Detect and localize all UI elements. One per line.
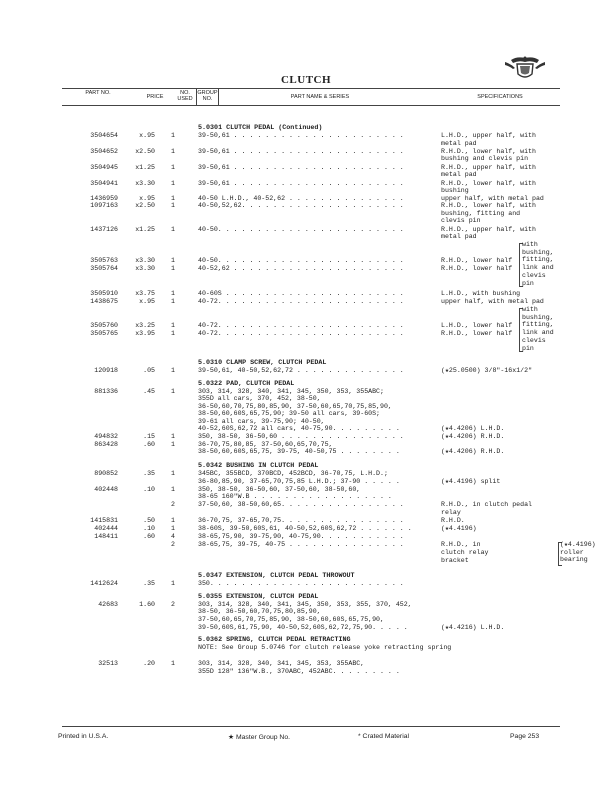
series-text: 38-50,60,60S,65,75, 39-75, 40-50,75 . . . . . . . . bbox=[198, 448, 400, 455]
series-text: 350, 38-50, 36-50,60 . . . . . . . . . . . . . . . . bbox=[198, 433, 404, 440]
price: .35 bbox=[143, 470, 155, 477]
specification: clevis pin bbox=[441, 217, 481, 224]
specification: L.H.D., lower half bbox=[441, 322, 513, 329]
specification: R.H.D., lower half, with bbox=[441, 202, 536, 209]
series-text: 39-50,61, 40-50,52,62,72 . . . . . . . . . . . . . . bbox=[198, 367, 404, 374]
series-text: 350. . . . . . . . . . . . . . . . . . . . . . . . . bbox=[198, 580, 404, 587]
part-number: 3505765 bbox=[90, 330, 118, 337]
price: .50 bbox=[143, 517, 155, 524]
quantity-used: 1 bbox=[171, 580, 175, 587]
quantity-used: 1 bbox=[171, 148, 175, 155]
section-heading: 5.0362 SPRING, CLUTCH PEDAL RETRACTING bbox=[198, 636, 351, 644]
footer-printed: Printed in U.S.A. bbox=[58, 733, 109, 740]
part-number: 402444 bbox=[94, 525, 118, 532]
specification: R.H.D. bbox=[441, 517, 465, 524]
series-text: 36-50,60,70,75,80,85,90, 37-50,60,65,70,75,85,90, bbox=[198, 403, 392, 410]
part-number: 3505910 bbox=[90, 290, 118, 297]
quantity-used: 1 bbox=[171, 517, 175, 524]
series-text: 40-50,52,62. . . . . . . . . . . . . . . . . . . . . bbox=[198, 202, 404, 209]
series-text: 39-61 all cars, 39-75,90; 40-50, bbox=[198, 418, 325, 425]
price: .10 bbox=[143, 486, 155, 493]
series-text: 36-70,75, 37-65,70,75. . . . . . . . . . . . . . . . bbox=[198, 517, 404, 524]
price: .05 bbox=[143, 367, 155, 374]
series-text: 355D 128" 136"W.B., 370ABC, 452ABC. . . . . . . . . bbox=[198, 668, 400, 675]
part-number: 863428 bbox=[94, 441, 118, 448]
part-number: 1097163 bbox=[90, 202, 118, 209]
price: x3.30 bbox=[135, 265, 155, 272]
price: .20 bbox=[143, 660, 155, 667]
quantity-used: 2 bbox=[171, 601, 175, 608]
specification: R.H.D., upper half, with bbox=[441, 164, 536, 171]
series-text: 38-50,60,60S,65,75,90; 39-50 all cars, 39-60S; bbox=[198, 410, 381, 417]
series-text: 38-60S, 39-50,60S,61, 40-50,52,60S,62,72 . . . . . . . bbox=[198, 525, 412, 532]
header-rule-top bbox=[62, 88, 560, 89]
specification: R.H.D., lower half bbox=[441, 330, 513, 337]
part-number: 120918 bbox=[94, 367, 118, 374]
part-number: 1415831 bbox=[90, 517, 118, 524]
quantity-used: 2 bbox=[171, 501, 175, 508]
part-number: 42683 bbox=[98, 601, 118, 608]
quantity-used: 1 bbox=[171, 660, 175, 667]
quantity-used: 1 bbox=[171, 525, 175, 532]
series-text: 37-50,60, 38-50,60,65. . . . . . . . . . . . . . . . bbox=[198, 501, 404, 508]
quantity-used: 1 bbox=[171, 226, 175, 233]
series-text: 40-72. . . . . . . . . . . . . . . . . . . . . . . . bbox=[198, 330, 404, 337]
price: .35 bbox=[143, 580, 155, 587]
series-text: 40-50. . . . . . . . . . . . . . . . . . . . . . . . bbox=[198, 257, 404, 264]
price: x.95 bbox=[139, 132, 155, 139]
footer-rule bbox=[62, 726, 560, 727]
series-text: 38-65,75,90, 39-75,90, 40-75,90. . . . . . . . . . . bbox=[198, 533, 404, 540]
quantity-used: 1 bbox=[171, 290, 175, 297]
series-text: 36-70,75,80,85, 37-50,60,65,70,75, bbox=[198, 441, 333, 448]
specification: R.H.D., lower half bbox=[441, 257, 513, 264]
quantity-used: 1 bbox=[171, 195, 175, 202]
specification: bushing and clevis pin bbox=[441, 155, 529, 162]
specification: (★4.4196) split bbox=[441, 478, 501, 485]
quantity-used: 1 bbox=[171, 433, 175, 440]
price: 1.60 bbox=[139, 601, 155, 608]
series-text: 40-50 L.H.D., 40-52,62 . . . . . . . . . . . . . . . bbox=[198, 195, 404, 202]
col-header-spec: SPECIFICATIONS bbox=[477, 94, 523, 100]
quantity-used: 1 bbox=[171, 441, 175, 448]
part-number: 32513 bbox=[98, 660, 118, 667]
brace-note: (★4.4196) roller bearing bbox=[560, 541, 596, 564]
series-text: 38-50, 36-50,60,70,75,80,85,90, bbox=[198, 608, 321, 615]
quantity-used: 1 bbox=[171, 470, 175, 477]
specification: L.H.D., with bushing bbox=[441, 290, 521, 297]
specification: (★4.4206) L.H.D. bbox=[441, 425, 505, 432]
series-text: 38-65,75, 39-75, 40-75 . . . . . . . . . . . . . . . bbox=[198, 541, 404, 548]
specification: (★4.4206) R.H.D. bbox=[441, 433, 505, 440]
quantity-used: 1 bbox=[171, 298, 175, 305]
specification: R.H.D., lower half bbox=[441, 265, 513, 272]
specification: R.H.D., lower half, with bbox=[441, 180, 536, 187]
price: x3.30 bbox=[135, 257, 155, 264]
footer-master-group: ★ Master Group No. bbox=[228, 734, 290, 741]
quantity-used: 4 bbox=[171, 533, 175, 540]
series-text: 303, 314, 328, 340, 341, 345, 353, 355ABC, bbox=[198, 660, 365, 667]
price: x2.50 bbox=[135, 148, 155, 155]
col-header-name: PART NAME & SERIES bbox=[290, 94, 350, 100]
price: x.95 bbox=[139, 298, 155, 305]
series-text: 303, 314, 328, 340, 341, 345, 350, 353, 355, 370, 452, bbox=[198, 601, 412, 608]
series-text: 40-72. . . . . . . . . . . . . . . . . . . . . . . . bbox=[198, 298, 404, 305]
series-text: 355D all cars, 370, 452, 38-50, bbox=[198, 395, 321, 402]
specification: (★4.4206) R.H.D. bbox=[441, 448, 505, 455]
specification: (★4.4216) L.H.D. bbox=[441, 624, 505, 631]
series-text: 39-50,61 . . . . . . . . . . . . . . . . . . . . . . bbox=[198, 132, 404, 139]
quantity-used: 1 bbox=[171, 257, 175, 264]
series-text: 37-50,60,65,70,75,85,90, 38-50,60,60S,65,75,90, bbox=[198, 616, 384, 623]
price: x3.95 bbox=[135, 330, 155, 337]
specification: R.H.D., upper half, with bbox=[441, 226, 536, 233]
part-number: 3504654 bbox=[90, 132, 118, 139]
price: x.95 bbox=[139, 195, 155, 202]
price: x3.25 bbox=[135, 322, 155, 329]
section-heading: 5.0342 BUSHING IN CLUTCH PEDAL bbox=[198, 462, 319, 470]
col-header-group: GROUP NO. bbox=[197, 90, 218, 102]
quantity-used: 1 bbox=[171, 322, 175, 329]
brace-note: with bushing, fitting, link and clevis pin bbox=[522, 241, 554, 287]
quantity-used: 1 bbox=[171, 164, 175, 171]
quantity-used: 1 bbox=[171, 388, 175, 395]
part-number: 1436959 bbox=[90, 195, 118, 202]
series-text: 39-50,61 . . . . . . . . . . . . . . . . . . . . . . bbox=[198, 164, 404, 171]
series-text: 40-60S . . . . . . . . . . . . . . . . . . . . . . . bbox=[198, 290, 404, 297]
price: .15 bbox=[143, 433, 155, 440]
quantity-used: 1 bbox=[171, 486, 175, 493]
part-number: 3504941 bbox=[90, 180, 118, 187]
part-number: 1437126 bbox=[90, 226, 118, 233]
specification: R.H.D., in clutch pedal bbox=[441, 501, 533, 508]
specification: upper half, with metal pad bbox=[441, 195, 544, 202]
series-text: NOTE: See Group 5.0746 for clutch release yoke retracting spring bbox=[198, 644, 452, 651]
specification: (★4.4196) bbox=[441, 525, 477, 532]
part-number: 3505763 bbox=[90, 257, 118, 264]
part-number: 3505764 bbox=[90, 265, 118, 272]
specification: L.H.D., upper half, with bbox=[441, 132, 536, 139]
series-text: 38-65 160"W.B . . . . . . . . . . . . . . . . . . bbox=[198, 493, 392, 500]
part-number: 494832 bbox=[94, 433, 118, 440]
section-heading: 5.0322 PAD, CLUTCH PEDAL bbox=[198, 380, 295, 388]
specification: bushing bbox=[441, 187, 469, 194]
series-text: 39-50,60S,61,75,90, 40-50,52,60S,62,72,75,90. . . . . bbox=[198, 624, 408, 631]
series-text: 350, 38-50, 36-50,60, 37-50,60, 38-50,60, bbox=[198, 486, 361, 493]
column-divider bbox=[218, 88, 219, 105]
series-text: 345BC, 355BCD, 370BCD, 452BCD, 36-70,75, L.H.D.; bbox=[198, 470, 388, 477]
quantity-used: 1 bbox=[171, 202, 175, 209]
series-text: 40-50. . . . . . . . . . . . . . . . . . . . . . . . bbox=[198, 226, 404, 233]
price: .45 bbox=[143, 388, 155, 395]
price: .60 bbox=[143, 533, 155, 540]
part-number: 890852 bbox=[94, 470, 118, 477]
series-text: 40-72. . . . . . . . . . . . . . . . . . . . . . . . bbox=[198, 322, 404, 329]
price: x3.30 bbox=[135, 180, 155, 187]
section-heading: 5.0347 EXTENSION, CLUTCH PEDAL THROWOUT bbox=[198, 572, 355, 580]
col-header-price: PRICE bbox=[146, 94, 164, 100]
brace-note: with bushing, fitting, link and clevis pin bbox=[522, 306, 554, 352]
section-heading: 5.0310 CLAMP SCREW, CLUTCH PEDAL bbox=[198, 359, 327, 367]
part-number: 148411 bbox=[94, 533, 118, 540]
specification: metal pad bbox=[441, 233, 477, 240]
header-rule-bottom bbox=[62, 105, 560, 106]
col-header-used: NO. USED bbox=[177, 90, 193, 102]
specification: R.H.D., lower half, with bbox=[441, 148, 536, 155]
quantity-used: 2 bbox=[171, 541, 175, 548]
specification: (★25.0500) 3/8"-16x1/2" bbox=[441, 367, 533, 374]
quantity-used: 1 bbox=[171, 180, 175, 187]
price: .60 bbox=[143, 441, 155, 448]
specification: metal pad bbox=[441, 171, 477, 178]
specification: clutch relay bbox=[441, 549, 489, 556]
quantity-used: 1 bbox=[171, 367, 175, 374]
series-text: 303, 314, 328, 340, 341, 345, 350, 353, 355ABC; bbox=[198, 388, 384, 395]
series-text: 40-52,62 . . . . . . . . . . . . . . . . . . . . . . bbox=[198, 265, 404, 272]
section-heading: 5.0355 EXTENSION, CLUTCH PEDAL bbox=[198, 593, 319, 601]
section-heading: 5.0301 CLUTCH PEDAL (Continued) bbox=[198, 124, 323, 132]
part-number: 881336 bbox=[94, 388, 118, 395]
quantity-used: 1 bbox=[171, 330, 175, 337]
series-text: 39-50,61 . . . . . . . . . . . . . . . . . . . . . . bbox=[198, 148, 404, 155]
price: .10 bbox=[143, 525, 155, 532]
price: x1.25 bbox=[135, 164, 155, 171]
footer-crated: * Crated Material bbox=[358, 733, 409, 740]
part-number: 1412624 bbox=[90, 580, 118, 587]
price: x3.75 bbox=[135, 290, 155, 297]
part-number: 402448 bbox=[94, 486, 118, 493]
specification: metal pad bbox=[441, 140, 477, 147]
page-title: CLUTCH bbox=[280, 74, 332, 86]
specification: bushing, fitting and bbox=[441, 210, 521, 217]
specification: upper half, with metal pad bbox=[441, 298, 544, 305]
part-number: 3504945 bbox=[90, 164, 118, 171]
price: x2.50 bbox=[135, 202, 155, 209]
part-number: 3505760 bbox=[90, 322, 118, 329]
part-number: 1438675 bbox=[90, 298, 118, 305]
col-header-part: PART NO. bbox=[85, 90, 111, 96]
specification: R.H.D., in bbox=[441, 541, 481, 548]
specification: relay bbox=[441, 509, 461, 516]
quantity-used: 1 bbox=[171, 265, 175, 272]
series-text: 40-52,60S,62,72 all cars, 40-75,90. . . . . . . . . bbox=[198, 425, 400, 432]
footer-page-number: Page 253 bbox=[510, 733, 540, 740]
specification: bracket bbox=[441, 557, 469, 564]
part-number: 3504652 bbox=[90, 148, 118, 155]
series-text: 36-80,85,90, 37-65,70,75,85 L.H.D.; 37-90 . . . . . bbox=[198, 478, 400, 485]
price: x1.25 bbox=[135, 226, 155, 233]
series-text: 39-50,61 . . . . . . . . . . . . . . . . . . . . . . bbox=[198, 180, 404, 187]
quantity-used: 1 bbox=[171, 132, 175, 139]
